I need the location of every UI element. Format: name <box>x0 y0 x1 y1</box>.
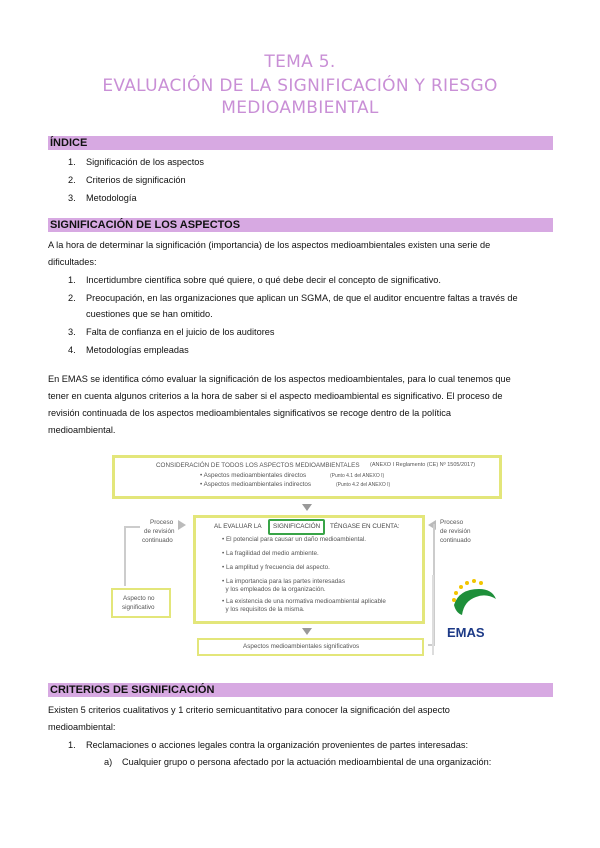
title-line-3: MEDIOAMBIENTAL <box>221 98 379 118</box>
indice-heading: ÍNDICE <box>50 137 88 149</box>
diagram-top-title: CONSIDERACIÓN DE TODOS LOS ASPECTOS MEDIOAMBIENTALES <box>156 462 360 469</box>
criterios-item-1: Reclamaciones o acciones legales contra la organización provenientes de partes interesadas: <box>86 740 469 750</box>
sig-item-1: Incertidumbre científica sobre qué quiere, o qué debe decir el concepto de significativo. <box>86 275 441 285</box>
indice-item-1: Significación de los aspectos <box>86 157 204 167</box>
indice-item-2: Criterios de significación <box>86 175 186 185</box>
sig-item-2-cont: cuestiones que se han omitido. <box>86 309 213 319</box>
indice-num-2: 2. <box>68 175 76 185</box>
diagram-bullet-4: • La importancia para las partes interesadas <box>222 578 345 585</box>
right-process-2: de revisión <box>440 528 471 535</box>
not-significant-1: Aspecto no <box>123 595 155 602</box>
not-significant-2: significativo <box>122 604 155 611</box>
significacion-intro-1: A la hora de determinar la significación (importancia) de los aspectos medioambientales existen una serie de <box>48 240 491 250</box>
right-process-3: continuado <box>440 537 471 544</box>
arrow-down-2 <box>302 628 312 635</box>
left-process-arrow <box>178 520 186 530</box>
left-process-line <box>124 526 126 586</box>
sig-item-2: Preocupación, en las organizaciones que aplican un SGMA, de que el auditor encuentre faltas a través de <box>86 293 518 303</box>
indice-item-3: Metodología <box>86 193 137 203</box>
title-line-1: TEMA 5. <box>264 52 336 72</box>
diagram-top-bullet-2-ref: (Punto 4.2 del ANEXO I) <box>336 482 391 488</box>
left-process-1: Proceso <box>150 519 174 526</box>
sig-para-2: tener en cuenta algunos criterios a la hora de saber si el aspecto medioambiental es significativo. El proceso de <box>48 391 503 401</box>
significacion-heading: SIGNIFICACIÓN DE LOS ASPECTOS <box>50 219 241 231</box>
diagram-top-bullet-1-ref: (Punto 4.1 del ANEXO I) <box>330 473 385 479</box>
criterios-sub-a: Cualquier grupo o persona afectado por la actuación medioambiental de una organización: <box>122 757 492 767</box>
diagram-bullet-1: • El potencial para causar un daño medioambiental. <box>222 536 366 543</box>
diagram-bullet-2: • La fragilidad del medio ambiente. <box>222 550 319 557</box>
criterios-intro-1: Existen 5 criterios cualitativos y 1 criterio semicuantitativo para conocer la significación del aspecto <box>48 705 450 715</box>
criterios-intro-2: medioambiental: <box>48 722 116 732</box>
diagram-center-pre: AL EVALUAR LA <box>214 523 262 530</box>
diagram-bullet-4-cont: y los empleados de la organización. <box>222 586 326 593</box>
indice-num-1: 1. <box>68 157 76 167</box>
sig-item-3: Falta de confianza en el juicio de los auditores <box>86 327 275 337</box>
diagram-center-post: TÉNGASE EN CUENTA: <box>330 523 400 530</box>
not-significant-box <box>111 588 171 618</box>
arrow-down-1 <box>302 504 312 511</box>
emas-logo-box <box>432 575 507 655</box>
criterios-heading: CRITERIOS DE SIGNIFICACIÓN <box>50 684 215 696</box>
sig-num-4: 4. <box>68 345 76 355</box>
indice-num-3: 3. <box>68 193 76 203</box>
diagram-bullet-5-cont: y los requisitos de la misma. <box>222 606 305 613</box>
sig-para-1: En EMAS se identifica cómo evaluar la significación de los aspectos medioambientales, para lo cual tenemos que <box>48 374 511 384</box>
significacion-intro-2: dificultades: <box>48 257 97 267</box>
emas-logo-text: EMAS <box>447 625 485 640</box>
sig-item-4: Metodologías empleadas <box>86 345 189 355</box>
right-process-1: Proceso <box>440 519 464 526</box>
diagram-bullet-3: • La amplitud y frecuencia del aspecto. <box>222 564 330 571</box>
sig-para-4: medioambiental. <box>48 425 116 435</box>
sig-num-3: 3. <box>68 327 76 337</box>
diagram-bullet-5: • La existencia de una normativa medioambiental aplicable <box>222 598 386 605</box>
diagram-top-bullet-1: • Aspectos medioambientales directos <box>200 472 307 479</box>
diagram-top-ref: (ANEXO I Reglamento (CE) Nº 1505/2017) <box>370 462 476 468</box>
sig-para-3: revisión continuada de los aspectos medioambientales significativos se recoge dentro de la política <box>48 408 451 418</box>
sig-num-1: 1. <box>68 275 76 285</box>
diagram-top-bullet-2: • Aspectos medioambientales indirectos <box>200 481 312 488</box>
left-process-line-h <box>124 526 140 528</box>
left-process-2: de revisión <box>144 528 175 535</box>
criterios-heading-bar <box>48 683 553 697</box>
diagram-bottom-text: Aspectos medioambientales significativos <box>243 643 360 650</box>
left-process-3: continuado <box>142 537 173 544</box>
title-line-2: EVALUACIÓN DE LA SIGNIFICACIÓN Y RIESGO <box>102 76 498 96</box>
criterios-num-1: 1. <box>68 740 76 750</box>
criterios-sub-a-num: a) <box>104 757 113 767</box>
sig-num-2: 2. <box>68 293 76 303</box>
diagram-center-highlight: SIGNIFICACIÓN <box>268 519 325 535</box>
